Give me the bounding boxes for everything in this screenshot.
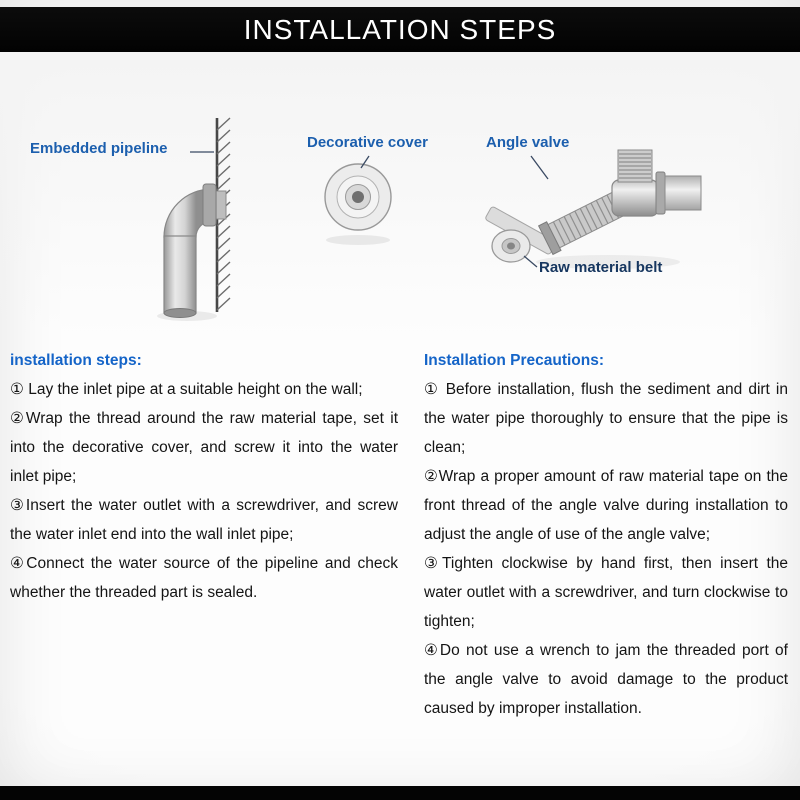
- installation-step: ④Connect the water source of the pipeline and check whether the threaded part is sealed.: [10, 555, 398, 601]
- bottom-bar: [0, 786, 800, 800]
- installation-steps-column: [10, 346, 398, 607]
- angle-valve-part: [539, 150, 701, 254]
- parts-illustration: [0, 52, 800, 340]
- precaution-item: ②Wrap a proper amount of raw material tape on the front thread of the angle valve during installation to adjust the angle of use of the angle valve;: [424, 468, 788, 543]
- decorative-cover-part: [325, 164, 391, 230]
- installation-step: ① Lay the inlet pipe at a suitable height on the wall;: [10, 381, 363, 398]
- label-raw-material-belt: Raw material belt: [539, 259, 663, 276]
- label-angle-valve: Angle valve: [486, 134, 570, 151]
- precautions-heading: Installation Precautions:: [424, 352, 605, 369]
- label-embedded-pipeline: Embedded pipeline: [30, 140, 168, 157]
- label-decorative-cover: Decorative cover: [307, 134, 428, 151]
- precaution-item: ① Before installation, flush the sediment and dirt in the water pipe thoroughly to ensure that the pipe is clean;: [424, 381, 788, 456]
- diagram-section: [0, 52, 800, 340]
- title-banner: [0, 7, 800, 52]
- installation-steps-heading: installation steps:: [10, 352, 142, 369]
- precautions-column: [424, 346, 788, 723]
- precaution-item: ③Tighten clockwise by hand first, then insert the water outlet with a screwdriver, and turn clockwise to tighten;: [424, 555, 788, 630]
- page-title: INSTALLATION STEPS: [243, 13, 557, 45]
- installation-step: ③Insert the water outlet with a screwdriver, and screw the water inlet end into the wall inlet pipe;: [10, 497, 398, 543]
- precaution-item: ④Do not use a wrench to jam the threaded port of the angle valve to avoid damage to the product caused by improper installation.: [424, 642, 788, 717]
- part-shadows: [157, 235, 680, 321]
- installation-step: ②Wrap the thread around the raw material tape, set it into the decorative cover, and screw it into the water inlet pipe;: [10, 410, 398, 485]
